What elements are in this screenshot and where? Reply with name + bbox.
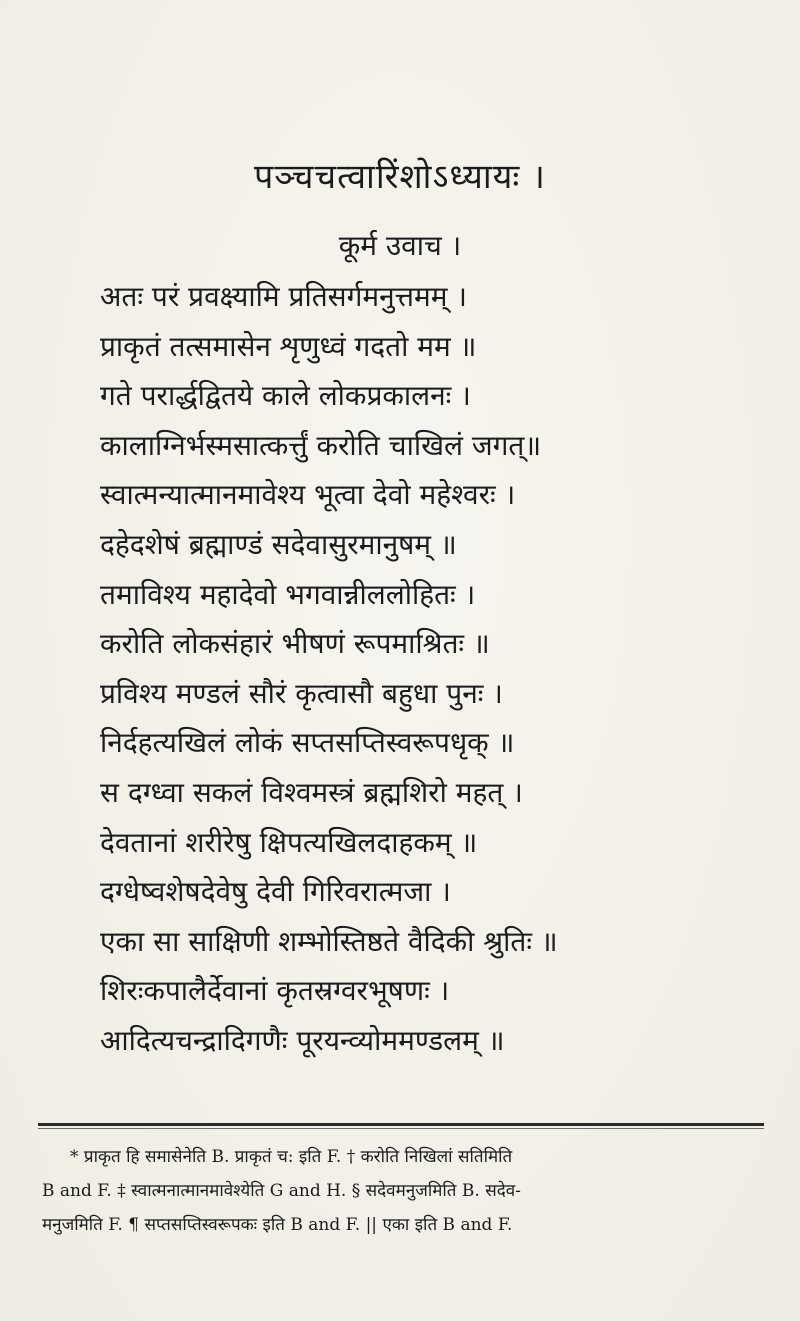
verse-line: आदित्यचन्द्रादिगणैः पूरयन्व्योममण्डलम् ॥ bbox=[100, 1023, 505, 1057]
footnote-divider bbox=[38, 1123, 764, 1126]
verse-line: एका सा साक्षिणी शम्भोस्तिष्ठते वैदिकी श्रुतिः ॥ bbox=[100, 924, 558, 958]
chapter-title: पञ्चचत्वारिंशोऽध्यायः । bbox=[254, 157, 546, 197]
verse-line: शिरःकपालैर्देवानां कृतस्रग्वरभूषणः । bbox=[100, 974, 450, 1008]
verse-line: प्रविश्य मण्डलं सौरं कृत्वासौ बहुधा पुनः । bbox=[100, 676, 503, 710]
verse-block bbox=[100, 272, 740, 1066]
footnote-line: * प्राकृत हि समासेनेति B. प्राकृतं च: इति F. † करोति निखिलां सतिमिति bbox=[70, 1147, 513, 1167]
verse-line: कालाग्निर्भस्मसात्कर्त्तुं करोति चाखिलं जगत्॥ bbox=[100, 428, 542, 462]
verse-line: दग्धेष्वशेषदेवेषु देवी गिरिवरात्मजा । bbox=[100, 875, 451, 909]
footnote-line: B and F. ‡ स्वात्मनात्मानमावेश्येति G and H. § सदेवमनुजमिति B. सदेव- bbox=[42, 1181, 521, 1201]
verse-line: स्वात्मन्यात्मानमावेश्य भूत्वा देवो महेश्वरः । bbox=[100, 478, 516, 512]
speaker-heading: कूर्म उवाच । bbox=[338, 229, 462, 262]
footnote-line: मनुजमिति F. ¶ सप्तसप्तिस्वरूपकः इति B and F. || एका इति B and F. bbox=[42, 1215, 513, 1235]
verse-line: तमाविश्य महादेवो भगवान्नीललोहितः । bbox=[100, 577, 476, 611]
verse-line: अतः परं प्रवक्ष्यामि प्रतिसर्गमनुत्तमम् । bbox=[100, 280, 467, 313]
verse-line: देवतानां शरीरेषु क्षिपत्यखिलदाहकम् ॥ bbox=[100, 825, 478, 859]
verse-line: निर्दहत्यखिलं लोकं सप्तसप्तिस्वरूपधृक् ॥ bbox=[100, 726, 515, 760]
verse-line: गते परार्द्धद्वितये काले लोकप्रकालनः । bbox=[100, 379, 471, 413]
verse-line: दहेदशेषं ब्रह्माण्डं सदेवासुरमानुषम् ॥ bbox=[100, 527, 457, 561]
footnote-divider-thin bbox=[38, 1128, 764, 1129]
verse-line: स दग्ध्वा सकलं विश्वमस्त्रं ब्रह्मशिरो महत् । bbox=[100, 775, 523, 809]
verse-line: प्राकृतं तत्समासेन शृणुध्वं गदतो मम ॥ bbox=[100, 329, 477, 363]
footnotes bbox=[42, 1140, 762, 1242]
verse-line: करोति लोकसंहारं भीषणं रूपमाश्रितः ॥ bbox=[100, 627, 490, 661]
